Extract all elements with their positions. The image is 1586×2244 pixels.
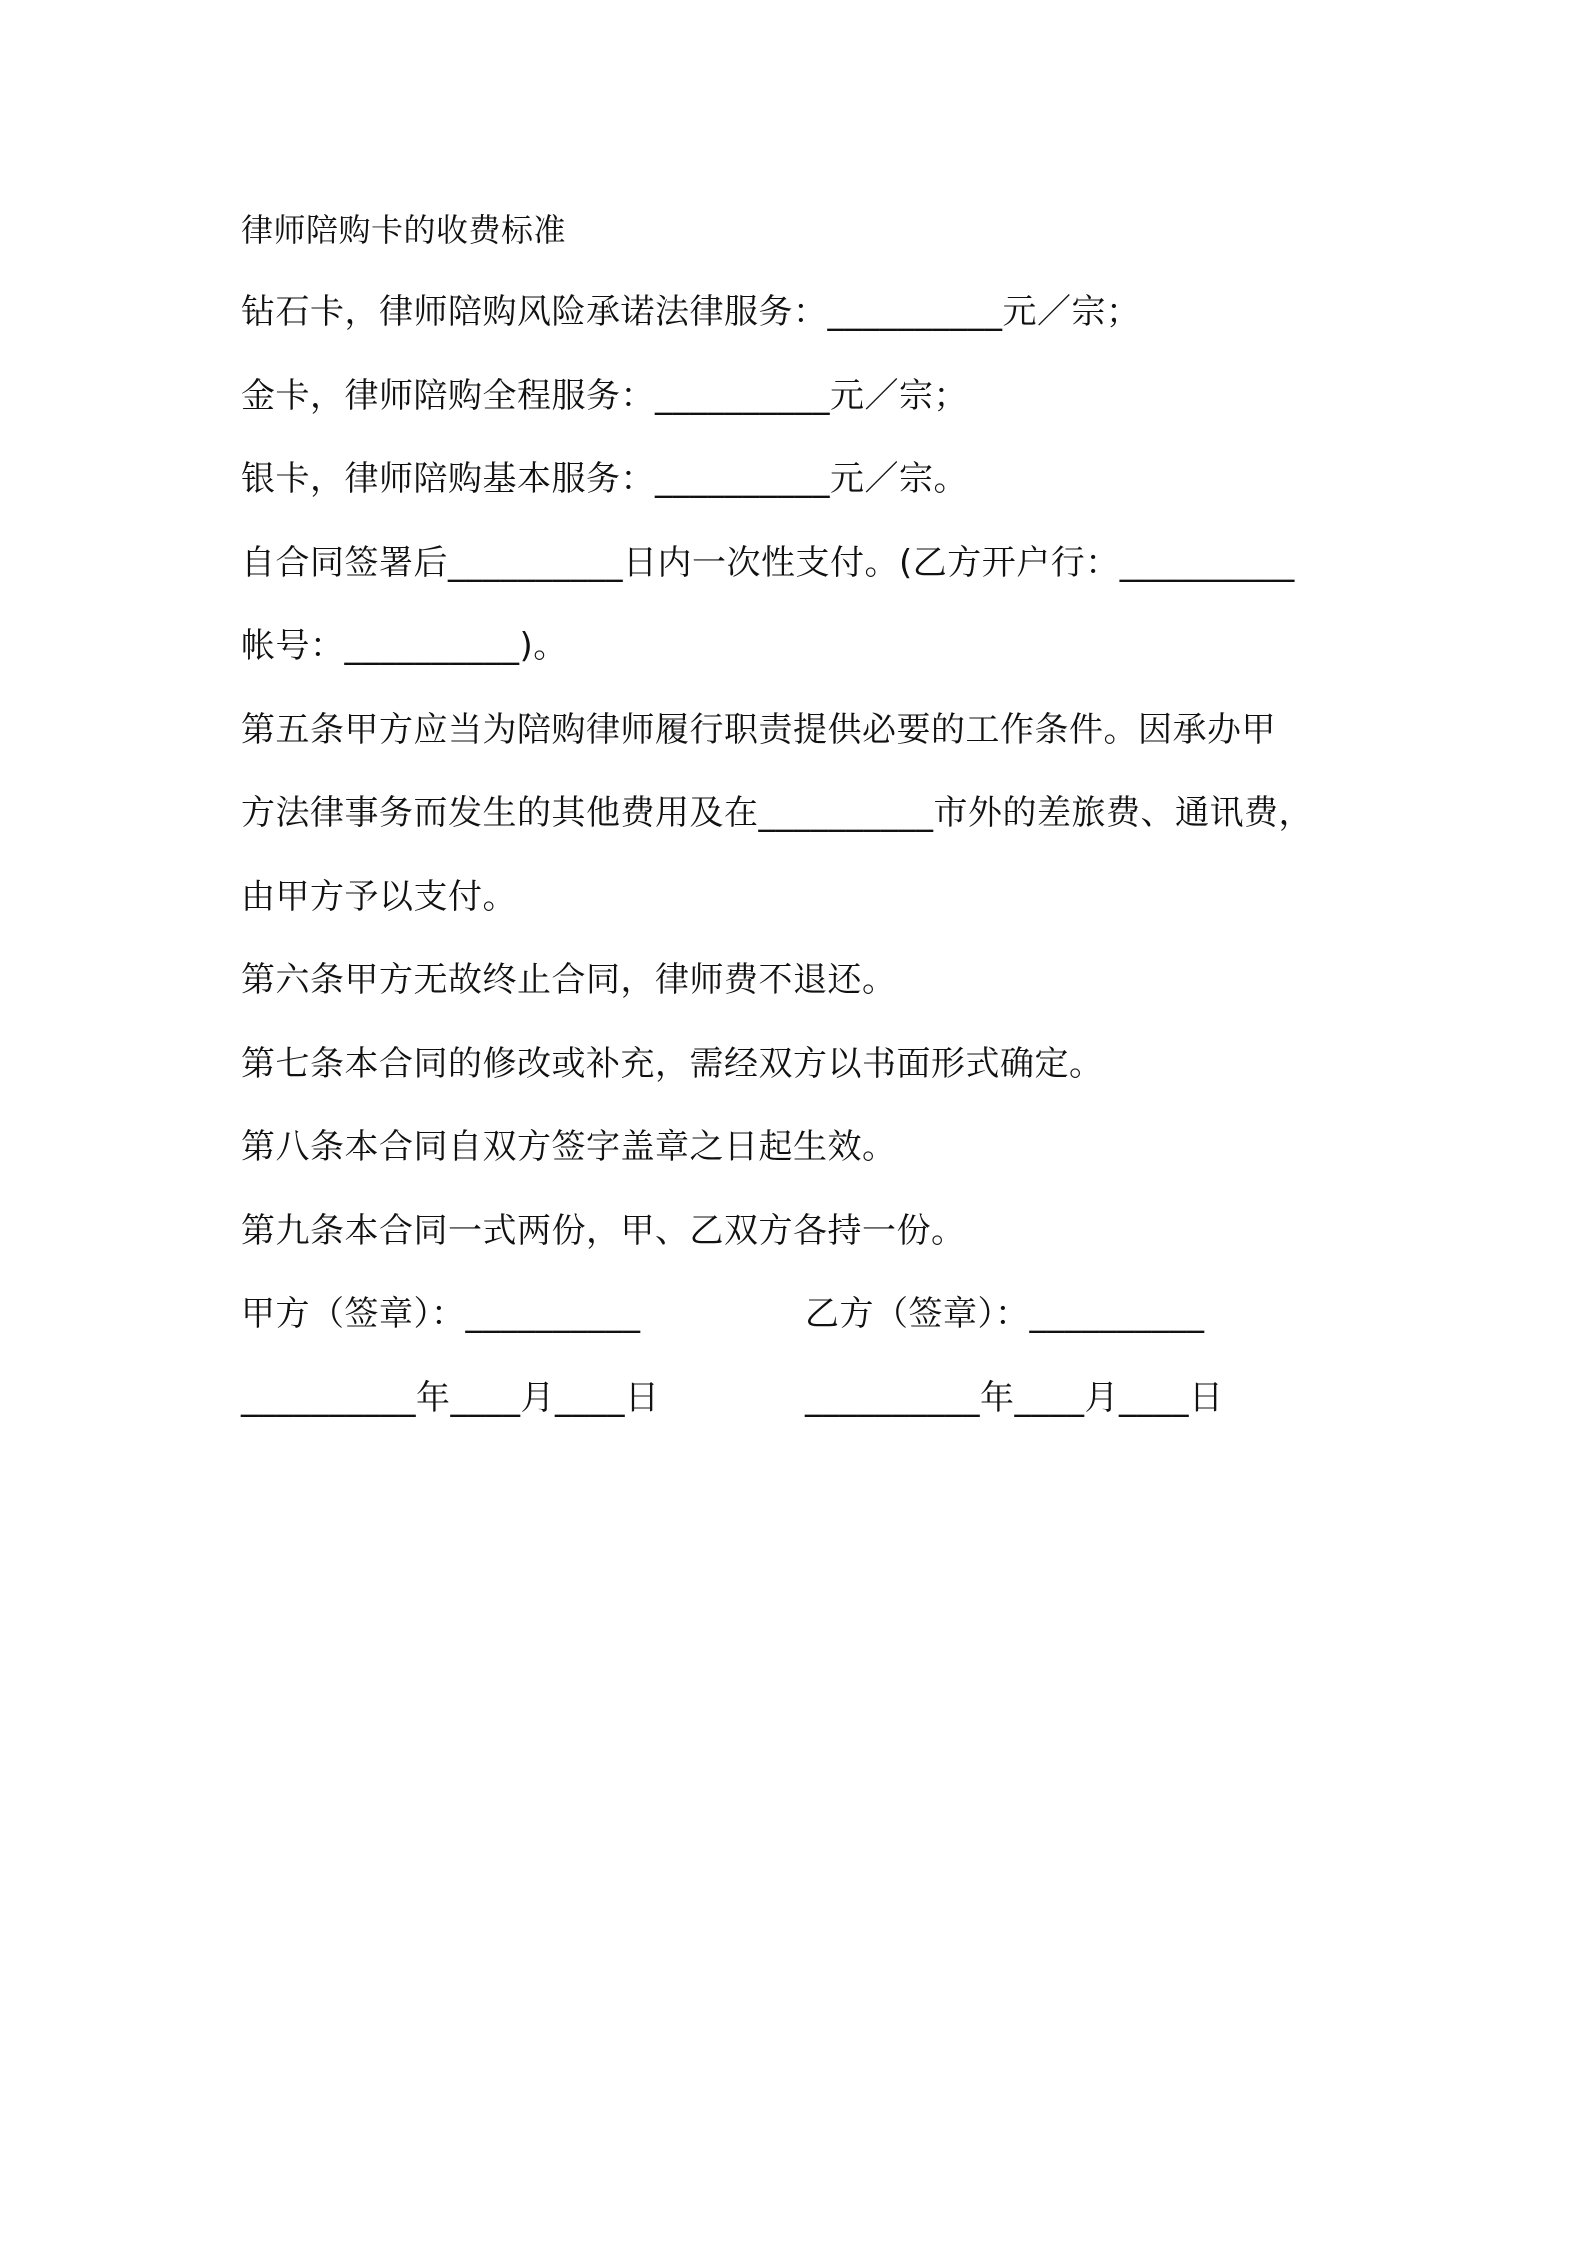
account-number-line: 帐号：__________)。 [241, 626, 568, 666]
article-seven-line: 第七条本合同的修改或补充，需经双方以书面形式确定。 [241, 1044, 1104, 1084]
party-b-date-line: __________年____月____日 [805, 1378, 1224, 1418]
diamond-card-fee-line: 钻石卡，律师陪购风险承诺法律服务：__________元／宗； [241, 292, 1141, 332]
article-six-line: 第六条甲方无故终止合同，律师费不退还。 [241, 960, 897, 1000]
fee-standard-title: 律师陪购卡的收费标准 [241, 211, 567, 249]
gold-card-fee-line: 金卡，律师陪购全程服务：__________元／宗； [241, 376, 968, 416]
article-five-line-3: 由甲方予以支付。 [241, 877, 517, 917]
article-five-line-1: 第五条甲方应当为陪购律师履行职责提供必要的工作条件。因承办甲 [241, 710, 1276, 750]
party-a-seal-line: 甲方（签章）：__________ [241, 1294, 641, 1334]
party-a-date-line: __________年____月____日 [241, 1378, 660, 1418]
article-five-line-2: 方法律事务而发生的其他费用及在__________市外的差旅费、通讯费， [241, 793, 1313, 833]
party-b-seal-line: 乙方（签章）：__________ [805, 1294, 1205, 1334]
silver-card-fee-line: 银卡，律师陪购基本服务：__________元／宗。 [241, 459, 968, 499]
payment-deadline-line: 自合同签署后__________日内一次性支付。(乙方开户行：__________ [241, 543, 1295, 583]
article-nine-line: 第九条本合同一式两份，甲、乙双方各持一份。 [241, 1211, 966, 1251]
article-eight-line: 第八条本合同自双方签字盖章之日起生效。 [241, 1127, 897, 1167]
